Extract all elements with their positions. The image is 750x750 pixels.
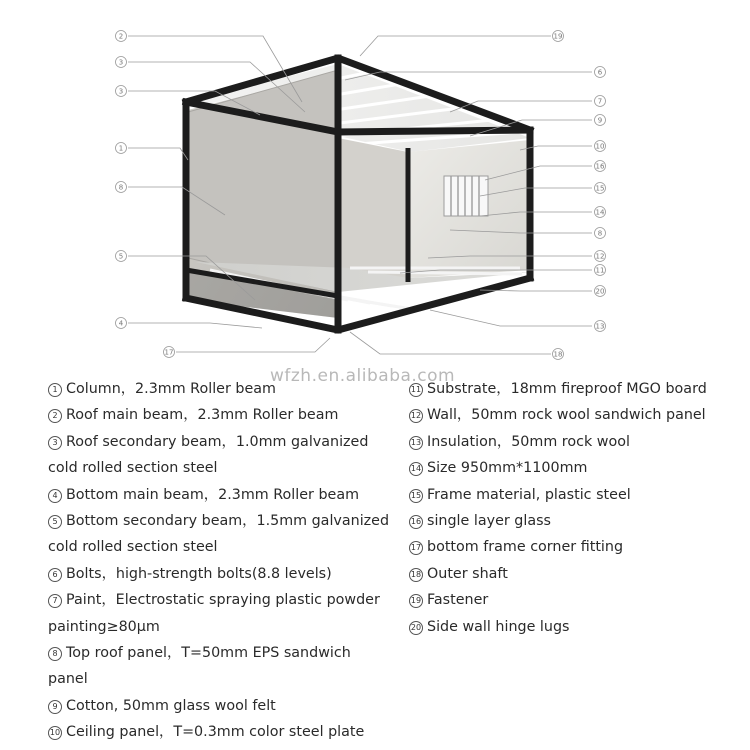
callout-number: 1 [118, 144, 124, 153]
legend-number: 16 [409, 515, 423, 529]
legend-item [48, 429, 398, 455]
legend-item [48, 376, 398, 402]
legend-text: Ceiling panel，T=0.3mm color steel plate [66, 724, 365, 741]
legend-text: Wall，50mm rock wool sandwich panel [427, 407, 706, 424]
legend-item [48, 508, 398, 534]
callout-number: 20 [595, 287, 605, 296]
legend-number: 6 [48, 568, 62, 582]
legend-item [48, 402, 398, 428]
callout-number: 18 [553, 350, 563, 359]
callout-number: 17 [164, 348, 174, 357]
component-legend [0, 376, 750, 750]
legend-item [409, 587, 749, 613]
legend-item-continuation [48, 614, 398, 640]
legend-number: 11 [409, 383, 423, 397]
legend-text: Roof secondary beam，1.0mm galvanized [66, 433, 369, 450]
legend-item [409, 402, 749, 428]
legend-left-column [48, 376, 398, 746]
legend-item [409, 614, 749, 640]
legend-number: 8 [48, 647, 62, 661]
callout-number: 5 [118, 252, 124, 261]
legend-text: Outer shaft [427, 565, 508, 582]
callout-number: 4 [118, 319, 124, 328]
callout-number: 3 [118, 58, 124, 67]
legend-number: 10 [48, 726, 62, 740]
legend-number: 1 [48, 383, 62, 397]
callout-number: 10 [595, 142, 605, 151]
legend-number: 18 [409, 568, 423, 582]
legend-number: 2 [48, 409, 62, 423]
legend-item [48, 640, 398, 666]
callout-number: 7 [597, 97, 603, 106]
legend-text: Bottom main beam，2.3mm Roller beam [66, 486, 360, 503]
legend-number: 9 [48, 700, 62, 714]
legend-number: 17 [409, 541, 423, 555]
watermark: wfzh.en.alibaba.com [270, 366, 456, 386]
legend-text: Insulation，50mm rock wool [427, 433, 630, 450]
legend-text: panel [48, 671, 88, 688]
callout-number: 16 [595, 162, 605, 171]
callout-number: 11 [595, 266, 605, 275]
callouts-right [553, 31, 606, 360]
legend-item [48, 561, 398, 587]
callout-number: 2 [118, 32, 124, 41]
legend-text: Side wall hinge lugs [427, 618, 570, 635]
legend-text: single layer glass [427, 513, 551, 530]
callout-number: 9 [597, 116, 603, 125]
legend-number: 12 [409, 409, 423, 423]
legend-text: cold rolled section steel [48, 539, 218, 556]
legend-item-continuation [48, 455, 398, 481]
callout-number: 8 [118, 183, 124, 192]
legend-number: 3 [48, 436, 62, 450]
legend-item [409, 508, 749, 534]
legend-text: Column，2.3mm Roller beam [66, 381, 276, 397]
legend-item [409, 534, 749, 560]
legend-item-continuation [48, 666, 398, 692]
legend-item-continuation [48, 534, 398, 560]
legend-text: Frame material, plastic steel [427, 486, 631, 503]
callout-number: 15 [595, 184, 605, 193]
callout-number: 13 [595, 322, 605, 331]
legend-number: 14 [409, 462, 423, 476]
callout-number: 3 [118, 87, 124, 96]
legend-text: Cotton, 50mm glass wool felt [66, 697, 276, 714]
legend-item [409, 376, 749, 402]
legend-text: painting≥80μm [48, 618, 160, 635]
legend-item [409, 482, 749, 508]
legend-text: Bolts，high-strength bolts(8.8 levels) [66, 565, 332, 582]
callout-number: 6 [597, 68, 603, 77]
legend-text: Top roof panel，T=50mm EPS sandwich [66, 645, 351, 662]
legend-item [409, 455, 749, 481]
legend-number: 7 [48, 594, 62, 608]
legend-item [48, 482, 398, 508]
callout-number: 8 [597, 229, 603, 238]
legend-item [48, 693, 398, 719]
legend-number: 13 [409, 436, 423, 450]
legend-item [48, 719, 398, 745]
legend-number: 20 [409, 621, 423, 635]
legend-number: 4 [48, 489, 62, 503]
callout-number: 14 [595, 208, 605, 217]
legend-text: Size 950mm*1100mm [427, 460, 588, 477]
legend-item [48, 587, 398, 613]
legend-text: cold rolled section steel [48, 460, 218, 477]
legend-text: Bottom secondary beam，1.5mm galvanized [66, 513, 390, 530]
legend-number: 5 [48, 515, 62, 529]
callouts-left [116, 31, 175, 358]
legend-text: Roof main beam，2.3mm Roller beam [66, 407, 339, 424]
legend-text: Paint，Electrostatic spraying plastic powder [66, 592, 380, 609]
legend-number: 15 [409, 489, 423, 503]
legend-item [409, 561, 749, 587]
legend-item [409, 429, 749, 455]
legend-text: Fastener [427, 592, 489, 609]
legend-number: 19 [409, 594, 423, 608]
legend-right-column [409, 376, 749, 640]
legend-text: Substrate，18mm fireproof MGO board [427, 381, 707, 397]
callout-number: 19 [553, 32, 563, 41]
callout-number: 12 [595, 252, 605, 261]
legend-text: bottom frame corner fitting [427, 539, 624, 556]
